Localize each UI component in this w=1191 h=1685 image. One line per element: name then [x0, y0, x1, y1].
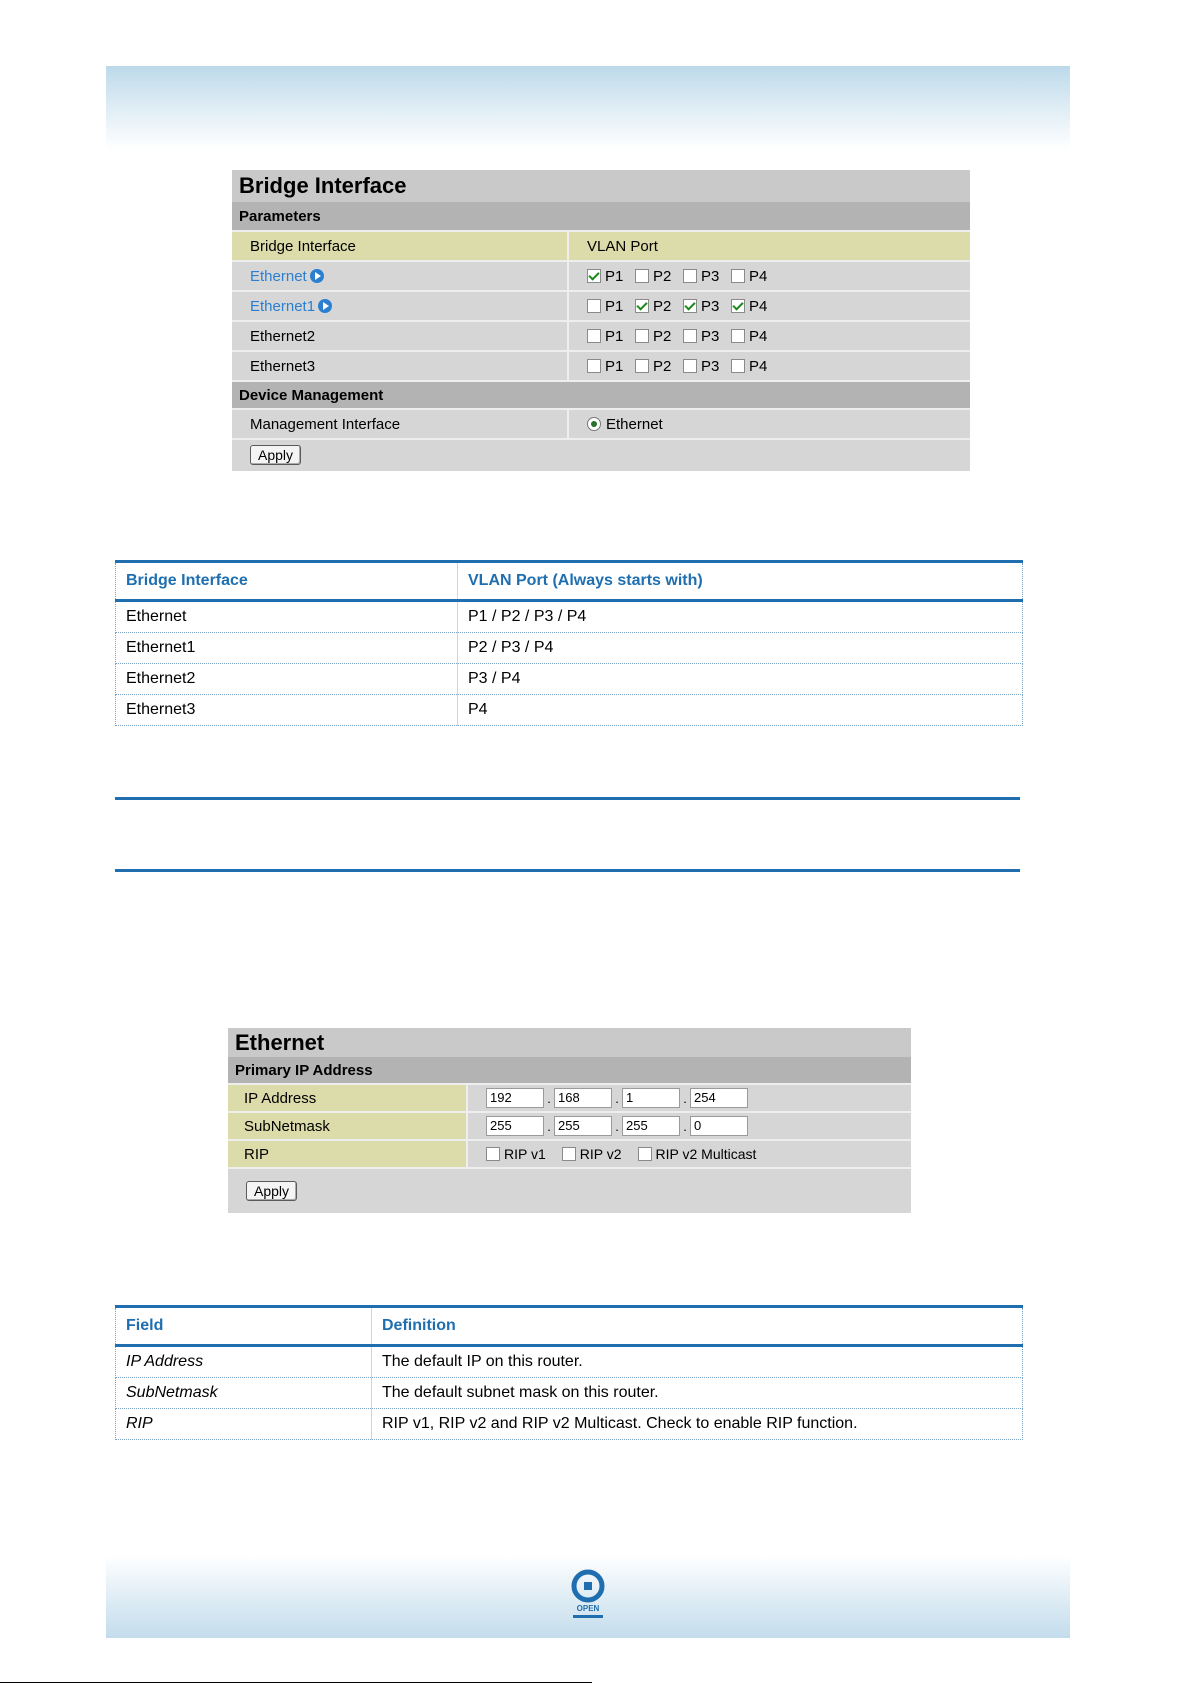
bridge-header-row	[232, 230, 970, 260]
rip-options	[468, 1141, 772, 1167]
column-header: VLAN Port (Always starts with)	[458, 562, 1023, 601]
port-label: P4	[749, 297, 768, 315]
subnet-mask-row	[228, 1111, 911, 1139]
port-option	[683, 268, 731, 285]
port-checkbox[interactable]	[683, 359, 697, 373]
table-header-row	[116, 1307, 1023, 1346]
port-label: P3	[701, 327, 720, 345]
ethernet-panel	[228, 1028, 911, 1213]
port-checkbox[interactable]	[683, 269, 697, 283]
ip-octet-input[interactable]: 254	[690, 1088, 748, 1108]
port-label: P4	[749, 357, 768, 375]
table-cell: P4	[458, 695, 1023, 726]
port-checkbox[interactable]	[587, 359, 601, 373]
table-row	[116, 633, 1023, 664]
rip-option	[638, 1146, 757, 1162]
table-cell: The default subnet mask on this router.	[372, 1378, 1023, 1409]
section-primary-ip: Primary IP Address	[228, 1057, 911, 1083]
divider-rule	[115, 797, 1020, 800]
rip-option-label: RIP v2 Multicast	[655, 1146, 757, 1162]
vlan-port-checkboxes	[569, 262, 779, 290]
interface-label: Ethernet3	[250, 357, 316, 375]
table-cell: Ethernet3	[116, 695, 458, 726]
bridge-row	[232, 260, 970, 290]
field-definition-table	[115, 1305, 1023, 1440]
ethernet-radio-label: Ethernet	[606, 415, 663, 433]
table-cell: Ethernet	[116, 601, 458, 633]
port-label: P2	[653, 327, 672, 345]
bridge-vlan-table	[115, 560, 1023, 726]
bridge-interface-name	[232, 352, 569, 380]
port-label: P3	[701, 297, 720, 315]
vlan-port-checkboxes	[569, 352, 779, 380]
subnet-mask-label: SubNetmask	[228, 1113, 468, 1139]
apply-button[interactable]: Apply	[250, 445, 301, 465]
port-label: P4	[749, 267, 768, 285]
table-cell: RIP v1, RIP v2 and RIP v2 Multicast. Check to enable RIP function.	[372, 1409, 1023, 1440]
mask-octet-input[interactable]: 255	[486, 1116, 544, 1136]
table-row	[116, 1346, 1023, 1378]
port-checkbox[interactable]	[683, 299, 697, 313]
port-checkbox[interactable]	[731, 269, 745, 283]
port-label: P2	[653, 297, 672, 315]
rip-option-label: RIP v2	[579, 1146, 622, 1162]
port-option	[683, 298, 731, 315]
management-interface-row	[232, 408, 970, 438]
table-cell: The default IP on this router.	[372, 1346, 1023, 1378]
table-row	[116, 695, 1023, 726]
table-cell: P2 / P3 / P4	[458, 633, 1023, 664]
port-option	[587, 328, 635, 345]
port-label: P4	[749, 327, 768, 345]
ip-octet-input[interactable]: 192	[486, 1088, 544, 1108]
interface-label[interactable]: Ethernet1	[250, 297, 316, 315]
table-cell: P3 / P4	[458, 664, 1023, 695]
ip-address-row	[228, 1083, 911, 1111]
table-row	[116, 1378, 1023, 1409]
mask-octet-input[interactable]: 255	[554, 1116, 612, 1136]
table-header-row	[116, 562, 1023, 601]
port-checkbox[interactable]	[587, 329, 601, 343]
apply-button[interactable]: Apply	[246, 1181, 297, 1201]
port-option	[587, 358, 635, 375]
table-cell: SubNetmask	[116, 1378, 372, 1409]
port-option	[731, 358, 779, 375]
apply-row	[232, 438, 970, 469]
header-band	[106, 66, 1070, 150]
interface-label[interactable]: Ethernet	[250, 267, 307, 285]
port-option	[731, 328, 779, 345]
bridge-interface-name	[232, 322, 569, 350]
ip-address-label: IP Address	[228, 1085, 468, 1111]
port-option	[587, 268, 635, 285]
mask-octet-input[interactable]: 255	[622, 1116, 680, 1136]
ethernet-radio[interactable]	[587, 417, 601, 431]
port-checkbox[interactable]	[635, 329, 649, 343]
port-label: P1	[605, 357, 624, 375]
rip-option-label: RIP v1	[504, 1146, 546, 1162]
table-cell: RIP	[116, 1409, 372, 1440]
bridge-interface-name[interactable]	[232, 262, 569, 290]
rip-checkbox[interactable]	[638, 1147, 652, 1161]
bridge-interface-panel	[232, 170, 970, 471]
rip-checkbox[interactable]	[562, 1147, 576, 1161]
port-label: P2	[653, 357, 672, 375]
port-checkbox[interactable]	[635, 299, 649, 313]
ip-address-fields	[468, 1085, 748, 1111]
octet-separator: .	[547, 1118, 551, 1134]
port-option	[635, 328, 683, 345]
port-checkbox[interactable]	[587, 269, 601, 283]
section-parameters: Parameters	[232, 202, 970, 230]
table-cell: P1 / P2 / P3 / P4	[458, 601, 1023, 633]
rip-option	[562, 1146, 622, 1162]
section-device-management: Device Management	[232, 380, 970, 408]
table-row	[116, 664, 1023, 695]
ip-octet-input[interactable]: 1	[622, 1088, 680, 1108]
apply-row	[228, 1167, 911, 1213]
port-checkbox[interactable]	[587, 299, 601, 313]
port-label: P1	[605, 267, 624, 285]
interface-label: Ethernet2	[250, 327, 316, 345]
vlan-port-checkboxes	[569, 292, 779, 320]
octet-separator: .	[683, 1090, 687, 1106]
octet-separator: .	[615, 1118, 619, 1134]
port-checkbox[interactable]	[683, 329, 697, 343]
rip-row	[228, 1139, 911, 1167]
panel-title: Bridge Interface	[232, 170, 970, 202]
port-option	[731, 298, 779, 315]
rip-checkbox[interactable]	[486, 1147, 500, 1161]
octet-separator: .	[683, 1118, 687, 1134]
rip-option	[486, 1146, 546, 1162]
header-vlan-port: VLAN Port	[587, 237, 658, 255]
bridge-rows	[232, 260, 970, 380]
bottom-rule	[0, 1682, 592, 1683]
logo-text: OPEN	[576, 1604, 600, 1613]
table-row	[116, 1409, 1023, 1440]
port-label: P3	[701, 357, 720, 375]
port-option	[635, 268, 683, 285]
table-cell: IP Address	[116, 1346, 372, 1378]
column-header: Field	[116, 1307, 372, 1346]
bridge-row	[232, 350, 970, 380]
bridge-row	[232, 290, 970, 320]
table-row	[116, 601, 1023, 633]
port-option	[731, 268, 779, 285]
octet-separator: .	[547, 1090, 551, 1106]
octet-separator: .	[615, 1090, 619, 1106]
port-option	[635, 298, 683, 315]
column-header: Bridge Interface	[116, 562, 458, 601]
divider-rule	[115, 869, 1020, 872]
management-interface-label: Management Interface	[232, 410, 569, 438]
subnet-mask-fields	[468, 1113, 748, 1139]
arrow-right-icon[interactable]	[310, 269, 324, 283]
mask-octet-input[interactable]: 0	[690, 1116, 748, 1136]
management-interface-value	[569, 410, 663, 438]
open-logo-icon	[568, 1568, 608, 1620]
port-checkbox[interactable]	[731, 359, 745, 373]
panel-title: Ethernet	[228, 1028, 911, 1057]
port-label: P3	[701, 267, 720, 285]
port-checkbox[interactable]	[731, 299, 745, 313]
table-cell: Ethernet2	[116, 664, 458, 695]
port-label: P2	[653, 267, 672, 285]
vlan-port-checkboxes	[569, 322, 779, 350]
port-label: P1	[605, 297, 624, 315]
header-bridge-interface: Bridge Interface	[232, 232, 569, 260]
arrow-right-icon[interactable]	[318, 299, 332, 313]
table-cell: Ethernet1	[116, 633, 458, 664]
port-option	[587, 298, 635, 315]
port-checkbox[interactable]	[635, 269, 649, 283]
bridge-row	[232, 320, 970, 350]
port-label: P1	[605, 327, 624, 345]
port-checkbox[interactable]	[731, 329, 745, 343]
port-option	[683, 358, 731, 375]
port-checkbox[interactable]	[635, 359, 649, 373]
port-option	[635, 358, 683, 375]
column-header: Definition	[372, 1307, 1023, 1346]
rip-label: RIP	[228, 1141, 468, 1167]
port-option	[683, 328, 731, 345]
ip-octet-input[interactable]: 168	[554, 1088, 612, 1108]
bridge-interface-name[interactable]	[232, 292, 569, 320]
